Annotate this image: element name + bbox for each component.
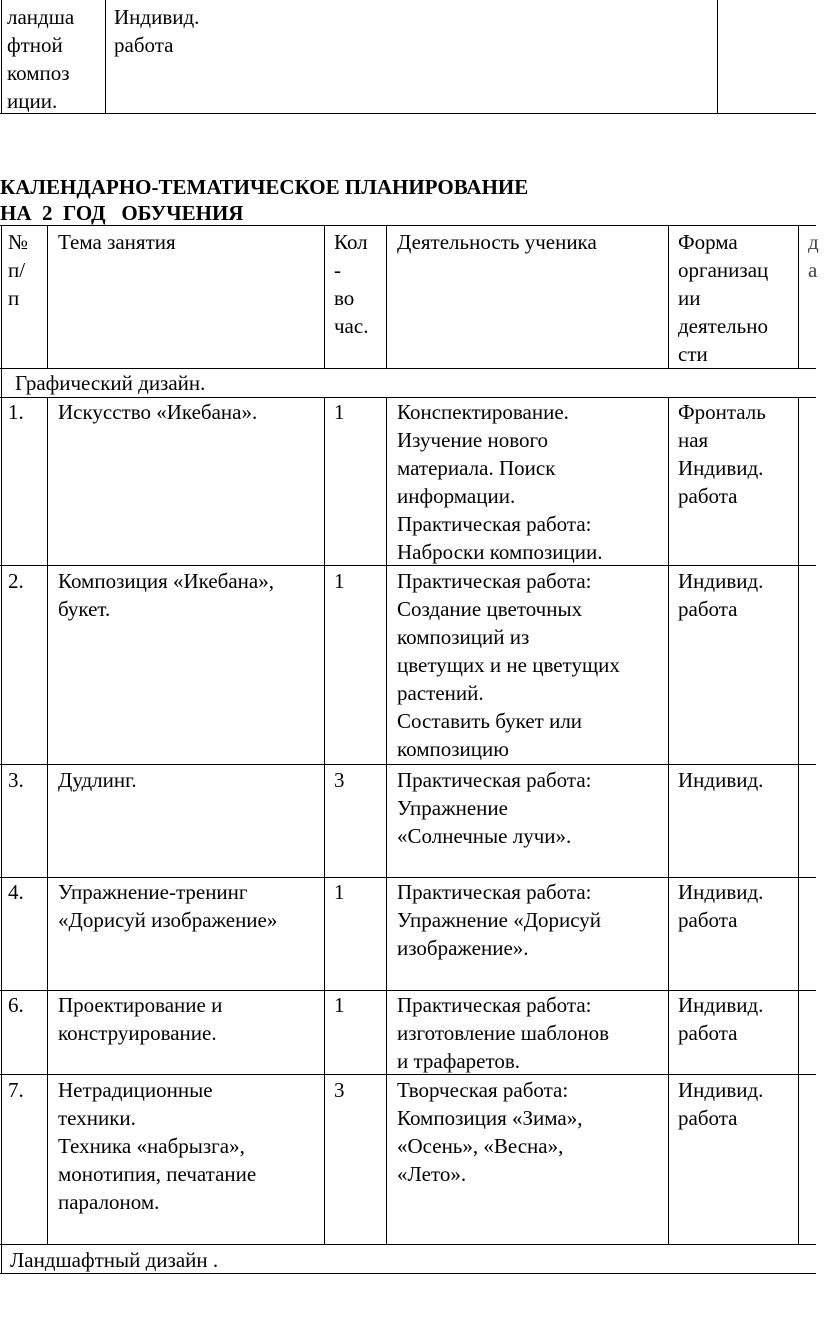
top-table-divider-1 xyxy=(105,0,106,114)
row-hours: 3 xyxy=(334,1078,345,1102)
col-divider xyxy=(798,225,799,369)
col-divider xyxy=(47,397,48,1245)
top-table-divider-2 xyxy=(717,0,718,114)
row-topic: Нетрадиционные техники. Техника «набрызга», монотипия, печатание паралоном. xyxy=(58,1078,257,1214)
row-topic: Искусство «Икебана». xyxy=(58,400,258,424)
header-topic: Тема занятия xyxy=(58,230,176,254)
row-activity: Практическая работа: Упражнение «Дорисуй изображение». xyxy=(397,880,602,960)
row-num: 4. xyxy=(8,880,24,904)
col-divider xyxy=(668,397,669,1245)
row-form: Индивид. работа xyxy=(678,880,764,932)
row-topic: Проектирование и конструирование. xyxy=(58,993,223,1045)
row-num: 1. xyxy=(8,400,24,424)
header-extra-clipped: д а xyxy=(808,230,819,282)
col-divider xyxy=(47,225,48,369)
top-table-cell-form: Индивид. работа xyxy=(114,5,200,57)
page-title-line-1: КАЛЕНДАРНО-ТЕМАТИЧЕСКОЕ ПЛАНИРОВАНИЕ xyxy=(0,175,529,199)
row-topic: Композиция «Икебана», букет. xyxy=(58,569,274,621)
row-hours: 1 xyxy=(334,993,345,1017)
row-form: Индивид. работа xyxy=(678,993,764,1045)
table-row-border xyxy=(0,764,816,765)
row-topic: Упражнение-тренинг «Дорисуй изображение» xyxy=(58,880,278,932)
header-hours: Кол - во час. xyxy=(334,230,369,338)
top-table-cell-topic: ландша фтной композ иции. xyxy=(7,5,75,113)
col-divider xyxy=(386,397,387,1245)
row-hours: 3 xyxy=(334,768,345,792)
row-num: 3. xyxy=(8,768,24,792)
row-form: Индивид. xyxy=(678,768,764,792)
table-left-border xyxy=(1,225,2,1274)
row-activity: Конспектирование. Изучение нового материала. Поиск информации. Практическая работа: Наброски композиции. xyxy=(397,400,603,564)
col-divider xyxy=(668,225,669,369)
table-top-border xyxy=(0,225,816,226)
row-topic: Дудлинг. xyxy=(58,768,137,792)
row-form: Фронталь ная Индивид. работа xyxy=(678,400,766,508)
header-activity: Деятельность ученика xyxy=(397,230,597,254)
row-hours: 1 xyxy=(334,400,345,424)
row-num: 6. xyxy=(8,993,24,1017)
row-form: Индивид. работа xyxy=(678,1078,764,1130)
row-form: Индивид. работа xyxy=(678,569,764,621)
row-activity: Практическая работа: Создание цветочных композиций из цветущих и не цветущих растений. Составить букет или композицию xyxy=(397,569,620,761)
page-title-line-2: НА 2 ГОД ОБУЧЕНИЯ xyxy=(0,201,244,225)
section-title-landscape-design: Ландшафтный дизайн . xyxy=(10,1248,219,1272)
row-activity: Практическая работа: Упражнение «Солнечные лучи». xyxy=(397,768,592,848)
col-divider xyxy=(324,397,325,1245)
col-divider xyxy=(324,225,325,369)
table-row-border xyxy=(0,1244,816,1245)
row-num: 7. xyxy=(8,1078,24,1102)
header-form: Форма организац ии деятельно сти xyxy=(678,230,769,366)
row-activity: Практическая работа: изготовление шаблонов и трафаретов. xyxy=(397,993,610,1073)
row-hours: 1 xyxy=(334,569,345,593)
row-num: 2. xyxy=(8,569,24,593)
col-divider xyxy=(386,225,387,369)
top-table-bottom-border xyxy=(0,113,816,114)
col-divider xyxy=(798,397,799,1245)
top-table-border-left xyxy=(1,0,2,114)
row-hours: 1 xyxy=(334,880,345,904)
row-activity: Творческая работа: Композиция «Зима», «Осень», «Весна», «Лето». xyxy=(397,1078,583,1186)
section-title-graphic-design: Графический дизайн. xyxy=(15,371,206,395)
header-num: № п/ п xyxy=(8,230,29,310)
